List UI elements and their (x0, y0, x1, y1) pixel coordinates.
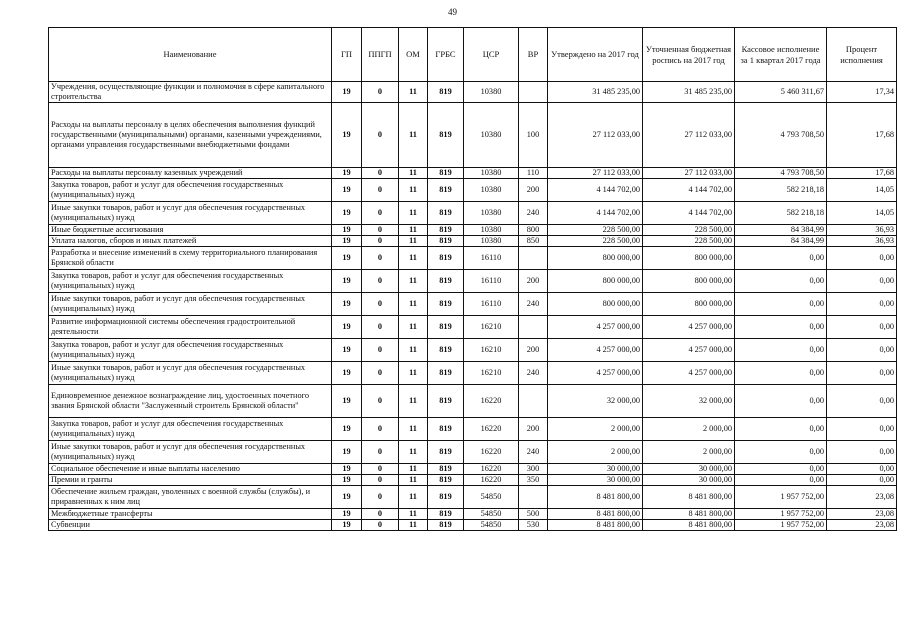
cell-name: Иные закупки товаров, работ и услуг для обеспечения государственных (муниципальных) нужд (49, 202, 332, 225)
header-ppgp: ППГП (362, 28, 399, 82)
cell-cash: 5 460 311,67 (735, 82, 827, 103)
cell-gp: 19 (332, 293, 362, 316)
header-row (49, 28, 897, 82)
cell-refined: 4 144 702,00 (643, 202, 735, 225)
cell-om: 11 (399, 475, 428, 486)
cell-cash: 0,00 (735, 418, 827, 441)
cell-vr: 530 (519, 520, 548, 531)
cell-grbs: 819 (428, 103, 464, 168)
cell-name: Закупка товаров, работ и услуг для обеспечения государственных (муниципальных) нужд (49, 339, 332, 362)
cell-cash: 582 218,18 (735, 202, 827, 225)
cell-vr: 500 (519, 509, 548, 520)
cell-gp: 19 (332, 270, 362, 293)
cell-csr: 54850 (464, 486, 519, 509)
table-row (49, 270, 897, 293)
cell-cash: 0,00 (735, 316, 827, 339)
table-row (49, 520, 897, 531)
cell-refined: 8 481 800,00 (643, 520, 735, 531)
cell-refined: 4 144 702,00 (643, 179, 735, 202)
cell-refined: 8 481 800,00 (643, 509, 735, 520)
cell-vr: 200 (519, 339, 548, 362)
cell-grbs: 819 (428, 475, 464, 486)
cell-ppgp: 0 (362, 236, 399, 247)
cell-grbs: 819 (428, 168, 464, 179)
cell-vr (519, 82, 548, 103)
cell-vr: 300 (519, 464, 548, 475)
cell-refined: 800 000,00 (643, 247, 735, 270)
cell-grbs: 819 (428, 464, 464, 475)
header-csr: ЦСР (464, 28, 519, 82)
cell-cash: 0,00 (735, 293, 827, 316)
cell-approved: 8 481 800,00 (548, 509, 643, 520)
table-row (49, 247, 897, 270)
cell-vr: 350 (519, 475, 548, 486)
cell-name: Иные закупки товаров, работ и услуг для обеспечения государственных (муниципальных) нужд (49, 441, 332, 464)
cell-csr: 10380 (464, 168, 519, 179)
cell-percent: 23,08 (827, 486, 897, 509)
cell-vr: 100 (519, 103, 548, 168)
cell-csr: 16220 (464, 464, 519, 475)
cell-ppgp: 0 (362, 385, 399, 418)
cell-ppgp: 0 (362, 103, 399, 168)
table-row (49, 225, 897, 236)
cell-om: 11 (399, 316, 428, 339)
cell-cash: 1 957 752,00 (735, 509, 827, 520)
cell-csr: 10380 (464, 179, 519, 202)
cell-grbs: 819 (428, 441, 464, 464)
cell-cash: 1 957 752,00 (735, 486, 827, 509)
table-row (49, 339, 897, 362)
cell-om: 11 (399, 225, 428, 236)
cell-percent: 0,00 (827, 441, 897, 464)
cell-gp: 19 (332, 339, 362, 362)
cell-grbs: 819 (428, 225, 464, 236)
cell-name: Субвенции (49, 520, 332, 531)
cell-percent: 36,93 (827, 236, 897, 247)
cell-refined: 32 000,00 (643, 385, 735, 418)
cell-ppgp: 0 (362, 464, 399, 475)
table-row (49, 236, 897, 247)
header-om: ОМ (399, 28, 428, 82)
cell-name: Иные бюджетные ассигнования (49, 225, 332, 236)
cell-grbs: 819 (428, 385, 464, 418)
cell-refined: 4 257 000,00 (643, 339, 735, 362)
cell-name: Единовременное денежное вознаграждение лиц, удостоенных почетного звания Брянской области "Заслуженный строитель Брянской области" (49, 385, 332, 418)
cell-om: 11 (399, 441, 428, 464)
cell-om: 11 (399, 339, 428, 362)
cell-refined: 27 112 033,00 (643, 168, 735, 179)
cell-name: Закупка товаров, работ и услуг для обеспечения государственных (муниципальных) нужд (49, 179, 332, 202)
cell-vr: 240 (519, 441, 548, 464)
cell-ppgp: 0 (362, 441, 399, 464)
cell-ppgp: 0 (362, 339, 399, 362)
cell-grbs: 819 (428, 270, 464, 293)
cell-approved: 228 500,00 (548, 236, 643, 247)
cell-ppgp: 0 (362, 168, 399, 179)
cell-om: 11 (399, 247, 428, 270)
cell-refined: 27 112 033,00 (643, 103, 735, 168)
cell-om: 11 (399, 509, 428, 520)
cell-refined: 800 000,00 (643, 293, 735, 316)
cell-refined: 228 500,00 (643, 236, 735, 247)
cell-approved: 31 485 235,00 (548, 82, 643, 103)
cell-ppgp: 0 (362, 520, 399, 531)
header-approved: Утверждено на 2017 год (548, 28, 643, 82)
table-row (49, 441, 897, 464)
cell-percent: 0,00 (827, 362, 897, 385)
cell-gp: 19 (332, 202, 362, 225)
table-row (49, 103, 897, 168)
cell-ppgp: 0 (362, 179, 399, 202)
cell-gp: 19 (332, 316, 362, 339)
cell-ppgp: 0 (362, 316, 399, 339)
cell-approved: 2 000,00 (548, 418, 643, 441)
cell-om: 11 (399, 168, 428, 179)
cell-om: 11 (399, 520, 428, 531)
cell-name: Закупка товаров, работ и услуг для обеспечения государственных (муниципальных) нужд (49, 270, 332, 293)
cell-gp: 19 (332, 236, 362, 247)
cell-om: 11 (399, 202, 428, 225)
cell-csr: 54850 (464, 520, 519, 531)
cell-vr: 240 (519, 362, 548, 385)
cell-percent: 17,68 (827, 103, 897, 168)
cell-percent: 0,00 (827, 475, 897, 486)
cell-gp: 19 (332, 385, 362, 418)
cell-refined: 30 000,00 (643, 464, 735, 475)
cell-approved: 800 000,00 (548, 270, 643, 293)
cell-approved: 4 257 000,00 (548, 362, 643, 385)
cell-om: 11 (399, 82, 428, 103)
cell-name: Премии и гранты (49, 475, 332, 486)
cell-percent: 0,00 (827, 270, 897, 293)
cell-percent: 0,00 (827, 464, 897, 475)
cell-gp: 19 (332, 225, 362, 236)
cell-om: 11 (399, 362, 428, 385)
cell-csr: 10380 (464, 225, 519, 236)
cell-approved: 32 000,00 (548, 385, 643, 418)
cell-cash: 0,00 (735, 475, 827, 486)
table-row (49, 179, 897, 202)
table-row (49, 486, 897, 509)
cell-name: Иные закупки товаров, работ и услуг для обеспечения государственных (муниципальных) нужд (49, 362, 332, 385)
cell-approved: 27 112 033,00 (548, 168, 643, 179)
cell-percent: 17,34 (827, 82, 897, 103)
cell-approved: 228 500,00 (548, 225, 643, 236)
cell-vr: 850 (519, 236, 548, 247)
cell-grbs: 819 (428, 520, 464, 531)
cell-om: 11 (399, 270, 428, 293)
cell-csr: 16210 (464, 362, 519, 385)
cell-csr: 16110 (464, 293, 519, 316)
cell-grbs: 819 (428, 316, 464, 339)
cell-ppgp: 0 (362, 293, 399, 316)
cell-percent: 23,08 (827, 520, 897, 531)
cell-percent: 0,00 (827, 418, 897, 441)
cell-vr: 110 (519, 168, 548, 179)
cell-approved: 4 257 000,00 (548, 339, 643, 362)
cell-vr: 200 (519, 270, 548, 293)
cell-grbs: 819 (428, 339, 464, 362)
cell-cash: 0,00 (735, 441, 827, 464)
cell-gp: 19 (332, 464, 362, 475)
cell-grbs: 819 (428, 179, 464, 202)
cell-cash: 84 384,99 (735, 225, 827, 236)
cell-approved: 8 481 800,00 (548, 520, 643, 531)
cell-gp: 19 (332, 179, 362, 202)
budget-table (48, 27, 897, 531)
cell-name: Развитие информационной системы обеспечения градостроительной деятельности (49, 316, 332, 339)
cell-percent: 17,68 (827, 168, 897, 179)
cell-approved: 4 144 702,00 (548, 202, 643, 225)
page-number: 49 (448, 7, 457, 17)
cell-gp: 19 (332, 486, 362, 509)
cell-refined: 4 257 000,00 (643, 362, 735, 385)
cell-om: 11 (399, 293, 428, 316)
cell-om: 11 (399, 179, 428, 202)
table-row (49, 509, 897, 520)
cell-ppgp: 0 (362, 509, 399, 520)
cell-cash: 1 957 752,00 (735, 520, 827, 531)
cell-om: 11 (399, 385, 428, 418)
cell-gp: 19 (332, 520, 362, 531)
cell-cash: 4 793 708,50 (735, 103, 827, 168)
cell-percent: 23,08 (827, 509, 897, 520)
cell-ppgp: 0 (362, 418, 399, 441)
cell-ppgp: 0 (362, 475, 399, 486)
cell-cash: 0,00 (735, 464, 827, 475)
cell-percent: 0,00 (827, 247, 897, 270)
cell-name: Расходы на выплаты персоналу в целях обеспечения выполнения функций государственными (муниципальными) органами, казенными учреждениями, органами управления государственными внебюджетными фондами (49, 103, 332, 168)
cell-csr: 10380 (464, 202, 519, 225)
table-row (49, 362, 897, 385)
cell-gp: 19 (332, 418, 362, 441)
cell-vr (519, 247, 548, 270)
cell-grbs: 819 (428, 293, 464, 316)
cell-percent: 14,05 (827, 179, 897, 202)
cell-vr (519, 385, 548, 418)
header-grbs: ГРБС (428, 28, 464, 82)
cell-approved: 4 144 702,00 (548, 179, 643, 202)
cell-name: Уплата налогов, сборов и иных платежей (49, 236, 332, 247)
cell-name: Обеспечение жильем граждан, уволенных с военной службы (службы), и приравненных к ним лиц (49, 486, 332, 509)
table-row (49, 316, 897, 339)
cell-gp: 19 (332, 362, 362, 385)
cell-gp: 19 (332, 103, 362, 168)
cell-csr: 16210 (464, 316, 519, 339)
cell-csr: 10380 (464, 103, 519, 168)
cell-grbs: 819 (428, 509, 464, 520)
table-row (49, 475, 897, 486)
cell-name: Учреждения, осуществляющие функции и полномочия в сфере капитального строительства (49, 82, 332, 103)
cell-vr: 200 (519, 418, 548, 441)
cell-grbs: 819 (428, 236, 464, 247)
cell-name: Социальное обеспечение и иные выплаты населению (49, 464, 332, 475)
cell-name: Разработка и внесение изменений в схему территориального планирования Брянской области (49, 247, 332, 270)
cell-grbs: 819 (428, 486, 464, 509)
cell-approved: 8 481 800,00 (548, 486, 643, 509)
table-row (49, 293, 897, 316)
cell-refined: 4 257 000,00 (643, 316, 735, 339)
cell-percent: 0,00 (827, 339, 897, 362)
cell-approved: 30 000,00 (548, 464, 643, 475)
cell-name: Расходы на выплаты персоналу казенных учреждений (49, 168, 332, 179)
cell-name: Закупка товаров, работ и услуг для обеспечения государственных (муниципальных) нужд (49, 418, 332, 441)
cell-cash: 0,00 (735, 339, 827, 362)
cell-gp: 19 (332, 247, 362, 270)
cell-grbs: 819 (428, 362, 464, 385)
cell-om: 11 (399, 103, 428, 168)
cell-vr: 200 (519, 179, 548, 202)
cell-grbs: 819 (428, 82, 464, 103)
cell-om: 11 (399, 418, 428, 441)
cell-csr: 10380 (464, 82, 519, 103)
table-row (49, 202, 897, 225)
cell-ppgp: 0 (362, 82, 399, 103)
cell-cash: 0,00 (735, 362, 827, 385)
cell-vr (519, 486, 548, 509)
cell-ppgp: 0 (362, 247, 399, 270)
cell-name: Межбюджетные трансферты (49, 509, 332, 520)
cell-csr: 54850 (464, 509, 519, 520)
cell-gp: 19 (332, 82, 362, 103)
table-row (49, 385, 897, 418)
cell-grbs: 819 (428, 247, 464, 270)
cell-csr: 16110 (464, 270, 519, 293)
cell-gp: 19 (332, 475, 362, 486)
table-row (49, 82, 897, 103)
cell-gp: 19 (332, 509, 362, 520)
cell-approved: 800 000,00 (548, 293, 643, 316)
cell-csr: 16220 (464, 441, 519, 464)
cell-name: Иные закупки товаров, работ и услуг для обеспечения государственных (муниципальных) нужд (49, 293, 332, 316)
header-cash: Кассовое исполнение за 1 квартал 2017 года (735, 28, 827, 82)
cell-ppgp: 0 (362, 362, 399, 385)
header-refined: Уточненная бюджетная роспись на 2017 год (643, 28, 735, 82)
cell-vr (519, 316, 548, 339)
cell-percent: 0,00 (827, 293, 897, 316)
cell-cash: 582 218,18 (735, 179, 827, 202)
cell-refined: 31 485 235,00 (643, 82, 735, 103)
cell-refined: 30 000,00 (643, 475, 735, 486)
header-vr: ВР (519, 28, 548, 82)
cell-gp: 19 (332, 441, 362, 464)
header-gp: ГП (332, 28, 362, 82)
table-row (49, 168, 897, 179)
cell-csr: 16110 (464, 247, 519, 270)
cell-approved: 27 112 033,00 (548, 103, 643, 168)
cell-approved: 4 257 000,00 (548, 316, 643, 339)
cell-refined: 228 500,00 (643, 225, 735, 236)
cell-om: 11 (399, 486, 428, 509)
cell-refined: 2 000,00 (643, 418, 735, 441)
cell-cash: 0,00 (735, 385, 827, 418)
cell-vr: 240 (519, 293, 548, 316)
cell-cash: 0,00 (735, 270, 827, 293)
cell-cash: 84 384,99 (735, 236, 827, 247)
cell-refined: 8 481 800,00 (643, 486, 735, 509)
cell-csr: 16210 (464, 339, 519, 362)
cell-refined: 800 000,00 (643, 270, 735, 293)
cell-approved: 30 000,00 (548, 475, 643, 486)
cell-ppgp: 0 (362, 225, 399, 236)
cell-om: 11 (399, 464, 428, 475)
table-row (49, 464, 897, 475)
cell-gp: 19 (332, 168, 362, 179)
cell-vr: 240 (519, 202, 548, 225)
cell-grbs: 819 (428, 418, 464, 441)
cell-ppgp: 0 (362, 202, 399, 225)
cell-cash: 0,00 (735, 247, 827, 270)
cell-vr: 800 (519, 225, 548, 236)
header-name: Наименование (49, 28, 332, 82)
cell-percent: 14,05 (827, 202, 897, 225)
cell-approved: 800 000,00 (548, 247, 643, 270)
cell-percent: 0,00 (827, 385, 897, 418)
cell-percent: 0,00 (827, 316, 897, 339)
cell-ppgp: 0 (362, 270, 399, 293)
cell-csr: 16220 (464, 418, 519, 441)
cell-cash: 4 793 708,50 (735, 168, 827, 179)
cell-om: 11 (399, 236, 428, 247)
cell-percent: 36,93 (827, 225, 897, 236)
cell-csr: 16220 (464, 475, 519, 486)
cell-grbs: 819 (428, 202, 464, 225)
cell-approved: 2 000,00 (548, 441, 643, 464)
cell-ppgp: 0 (362, 486, 399, 509)
cell-csr: 16220 (464, 385, 519, 418)
cell-refined: 2 000,00 (643, 441, 735, 464)
header-percent: Процент исполнения (827, 28, 897, 82)
cell-csr: 10380 (464, 236, 519, 247)
table-row (49, 418, 897, 441)
